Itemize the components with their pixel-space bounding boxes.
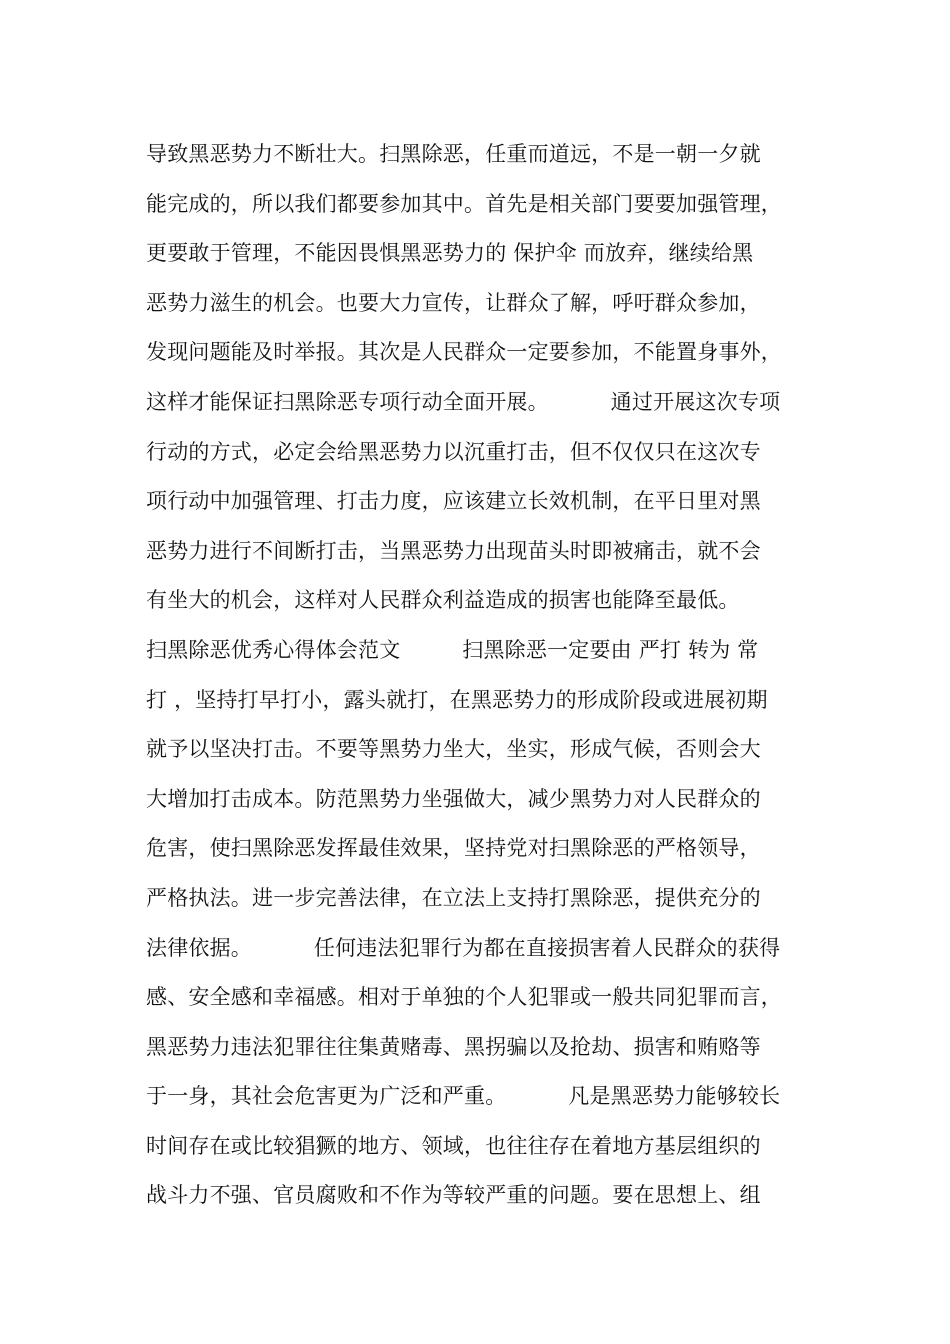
text-line: 危害，使扫黑除恶发挥最佳效果，坚持党对扫黑除恶的严格领导， (146, 836, 761, 861)
text-line: 有坐大的机会，这样对人民群众利益造成的损害也能降至最低。 (146, 588, 740, 613)
text-line: 发现问题能及时举报。其次是人民群众一定要参加，不能置身事外， (146, 340, 782, 365)
text-line: 项行动中加强管理、打击力度，应该建立长效机制，在平日里对黑 (146, 489, 761, 514)
text-line: 这样才能保证扫黑除恶专项行动全面开展。 通过开展这次专项 (146, 389, 781, 414)
text-line: 扫黑除恶优秀心得体会范文 扫黑除恶一定要由 严打 转为 常 (146, 637, 759, 662)
text-line: 导致黑恶势力不断壮大。扫黑除恶，任重而道远，不是一朝一夕就 (146, 142, 761, 166)
text-line: 就予以坚决打击。不要等黑势力坐大，坐实，形成气候，否则会大 (146, 737, 761, 762)
text-line: 法律依据。 任何违法犯罪行为都在直接损害着人民群众的获得 (146, 935, 781, 960)
text-line: 严格执法。进一步完善法律，在立法上支持打黑除恶，提供充分的 (146, 885, 761, 910)
text-line: 时间存在或比较猖獗的地方、领域，也往往存在着地方基层组织的 (146, 1133, 761, 1158)
text-line: 黑恶势力违法犯罪往往集黄赌毒、黑拐骗以及抢劫、损害和贿赂等 (146, 1034, 761, 1059)
text-line: 恶势力进行不间断打击，当黑恶势力出现苗头时即被痛击，就不会 (146, 538, 761, 563)
text-line: 行动的方式，必定会给黑恶势力以沉重打击，但不仅仅只在这次专 (146, 439, 761, 464)
text-line: 于一身，其社会危害更为广泛和严重。 凡是黑恶势力能够较长 (146, 1084, 781, 1109)
text-line: 感、安全感和幸福感。相对于单独的个人犯罪或一般共同犯罪而言， (146, 985, 782, 1010)
text-line: 大增加打击成本。防范黑势力坐强做大，减少黑势力对人民群众的 (146, 786, 761, 811)
text-line: 战斗力不强、官员腐败和不作为等较严重的问题。要在思想上、组 (146, 1183, 761, 1208)
body-text (146, 130, 826, 1221)
text-line: 恶势力滋生的机会。也要大力宣传，让群众了解，呼吁群众参加， (146, 290, 761, 315)
text-line: 打 ，坚持打早打小，露头就打，在黑恶势力的形成阶段或进展初期 (146, 687, 768, 712)
text-line: 更要敢于管理，不能因畏惧黑恶势力的 保护伞 而放弃，继续给黑 (146, 241, 754, 266)
text-line: 能完成的，所以我们都要参加其中。首先是相关部门要要加强管理， (146, 191, 782, 216)
